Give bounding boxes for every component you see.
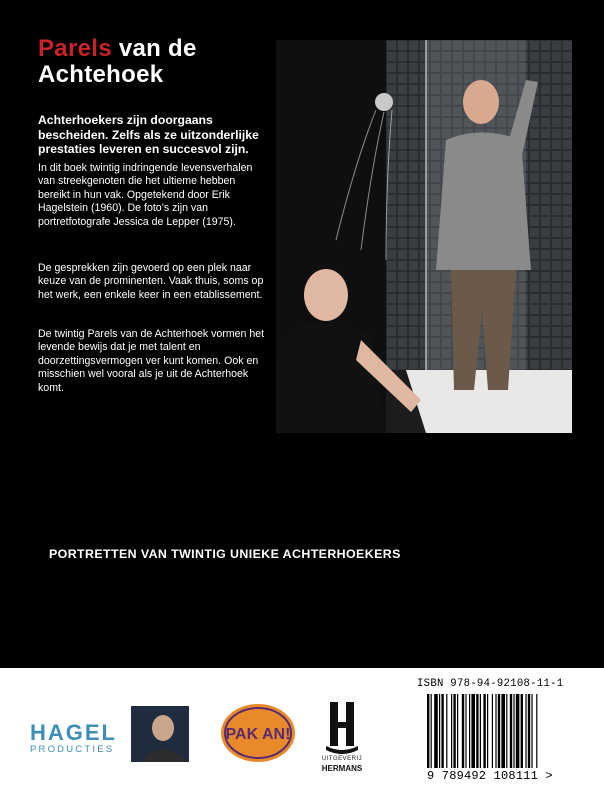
subtitle: PORTRETTEN VAN TWINTIG UNIEKE ACHTERHOEKERS: [49, 547, 401, 561]
man-portrait-icon: [131, 706, 189, 762]
hagel-logo: [30, 722, 122, 756]
barcode-bar: [462, 694, 464, 768]
barcode-digits: 9 789492 108111 >: [427, 769, 553, 783]
publisher-line2: HERMANS: [321, 764, 363, 773]
barcode-bar: [498, 694, 500, 768]
hagel-sub: PRODUCTIES: [30, 744, 115, 755]
barcode-bar: [476, 694, 478, 768]
barcode-bar: [469, 694, 470, 768]
lead-text: Achterhoekers zijn doorgaans bescheiden. Zelfs als ze uitzonderlijke prestaties leveren en succesvol zijn.: [38, 113, 259, 157]
publisher-line1: UITGEVERIJ: [321, 756, 363, 762]
barcode-bar: [521, 694, 523, 768]
barcode-bar: [446, 694, 447, 768]
pakan-text: PAK AN!: [225, 726, 291, 743]
barcode-area: [405, 678, 599, 796]
barcode-bar: [483, 694, 485, 768]
barcode-bar: [451, 694, 452, 768]
hagel-word: HAGEL: [30, 720, 117, 745]
paragraph-3: De twintig Parels van de Achterhoek vormen het levende bewijs dat je met talent en doorzettingsvermogen ver kunt komen. Ook en misschien wel vooral als je uit de Achterhoek komt.: [38, 328, 265, 394]
barcode-bar: [441, 694, 443, 768]
barcode-bar: [525, 694, 526, 768]
barcode-bar: [501, 694, 505, 768]
barcode-bar: [495, 694, 496, 768]
barcode-bar: [487, 694, 488, 768]
barcode-bar: [480, 694, 481, 768]
barcode-bar: [536, 694, 537, 768]
barcode-bar: [471, 694, 475, 768]
footer: [0, 668, 604, 800]
barcode-bar: [457, 694, 458, 768]
hermans-logo: [318, 700, 366, 780]
barcode-bar: [531, 694, 532, 768]
isbn-label: ISBN 978-94-92108-11-1: [417, 678, 564, 690]
paragraph-2: De gesprekken zijn gevoerd op een plek naar keuze van de prominenten. Vaak thuis, soms op het werk, een enkele keer in een etablissement.: [38, 262, 264, 301]
hermans-mark-icon: [318, 700, 366, 754]
barcode-bar: [510, 694, 512, 768]
barcode-bar: [427, 694, 429, 768]
book-title: [38, 36, 268, 88]
barcode-bar: [465, 694, 466, 768]
barcode-bar: [434, 694, 438, 768]
shower-photo-icon: [276, 40, 572, 433]
barcode-bar: [516, 694, 520, 768]
barcode-bar: [506, 694, 507, 768]
barcode-bar: [439, 694, 440, 768]
title-accent: Parels: [38, 35, 112, 62]
cover-photo: [276, 40, 572, 433]
paragraph-1: In dit boek twintig indringende levensverhalen van streekgenoten die het ultieme hebben bereikt in hun vak. Opgetekend door Erik Hagelstein (1960). De foto’s zijn van portretfotografe Jessica de Lepper (1975).: [38, 162, 253, 228]
barcode-bar: [513, 694, 514, 768]
barcode-bar: [492, 694, 493, 768]
title-line2: Achtehoek: [38, 61, 164, 88]
barcode-bar: [528, 694, 530, 768]
title-rest: van de: [111, 35, 197, 62]
pak-an-badge-icon: [219, 702, 297, 764]
barcode-icon: [427, 694, 577, 768]
barcode-bar: [453, 694, 455, 768]
barcode-bar: [431, 694, 432, 768]
